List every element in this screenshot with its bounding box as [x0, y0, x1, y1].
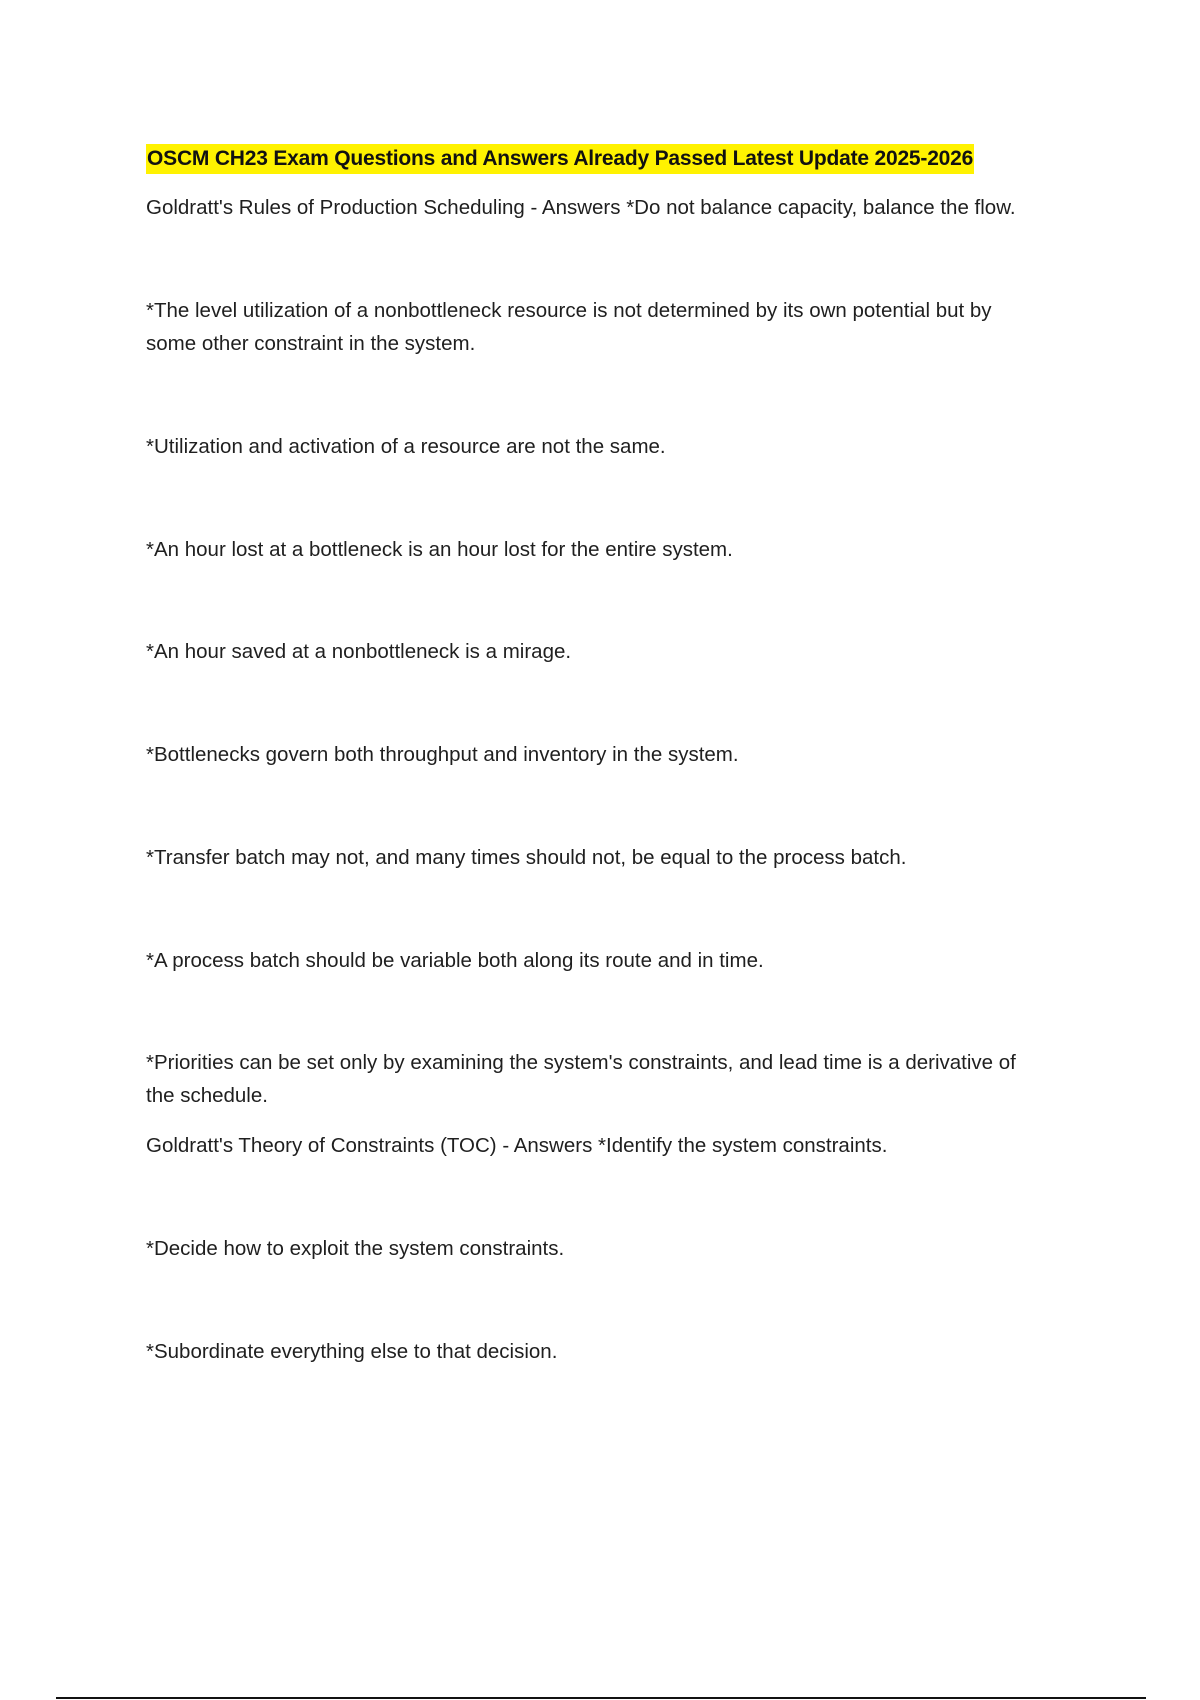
document-title: OSCM CH23 Exam Questions and Answers Already Passed Latest Update 2025-2026: [146, 144, 974, 174]
toc-heading-line: Goldratt's Theory of Constraints (TOC) - Answers *Identify the system constraints.: [146, 1134, 888, 1157]
paragraph-line: the schedule.: [146, 1084, 268, 1107]
paragraph-line: *Subordinate everything else to that decision.: [146, 1340, 558, 1363]
rules-heading-line: Goldratt's Rules of Production Scheduling - Answers *Do not balance capacity, balance the flow.: [146, 196, 1016, 219]
paragraph-line: *Decide how to exploit the system constraints.: [146, 1237, 565, 1260]
paragraph-line: *Priorities can be set only by examining the system's constraints, and lead time is a derivative of: [146, 1051, 1016, 1074]
paragraph-line: *An hour saved at a nonbottleneck is a mirage.: [146, 640, 572, 663]
paragraph-line: *Utilization and activation of a resource are not the same.: [146, 435, 666, 458]
footer-divider: [56, 1697, 1146, 1699]
paragraph-line: *Transfer batch may not, and many times should not, be equal to the process batch.: [146, 846, 907, 869]
paragraph-line: *A process batch should be variable both along its route and in time.: [146, 949, 764, 972]
paragraph-line: some other constraint in the system.: [146, 332, 476, 355]
paragraph-line: *An hour lost at a bottleneck is an hour lost for the entire system.: [146, 538, 733, 561]
paragraph-line: *The level utilization of a nonbottleneck resource is not determined by its own potential but by: [146, 299, 992, 322]
paragraph-line: *Bottlenecks govern both throughput and inventory in the system.: [146, 743, 739, 766]
